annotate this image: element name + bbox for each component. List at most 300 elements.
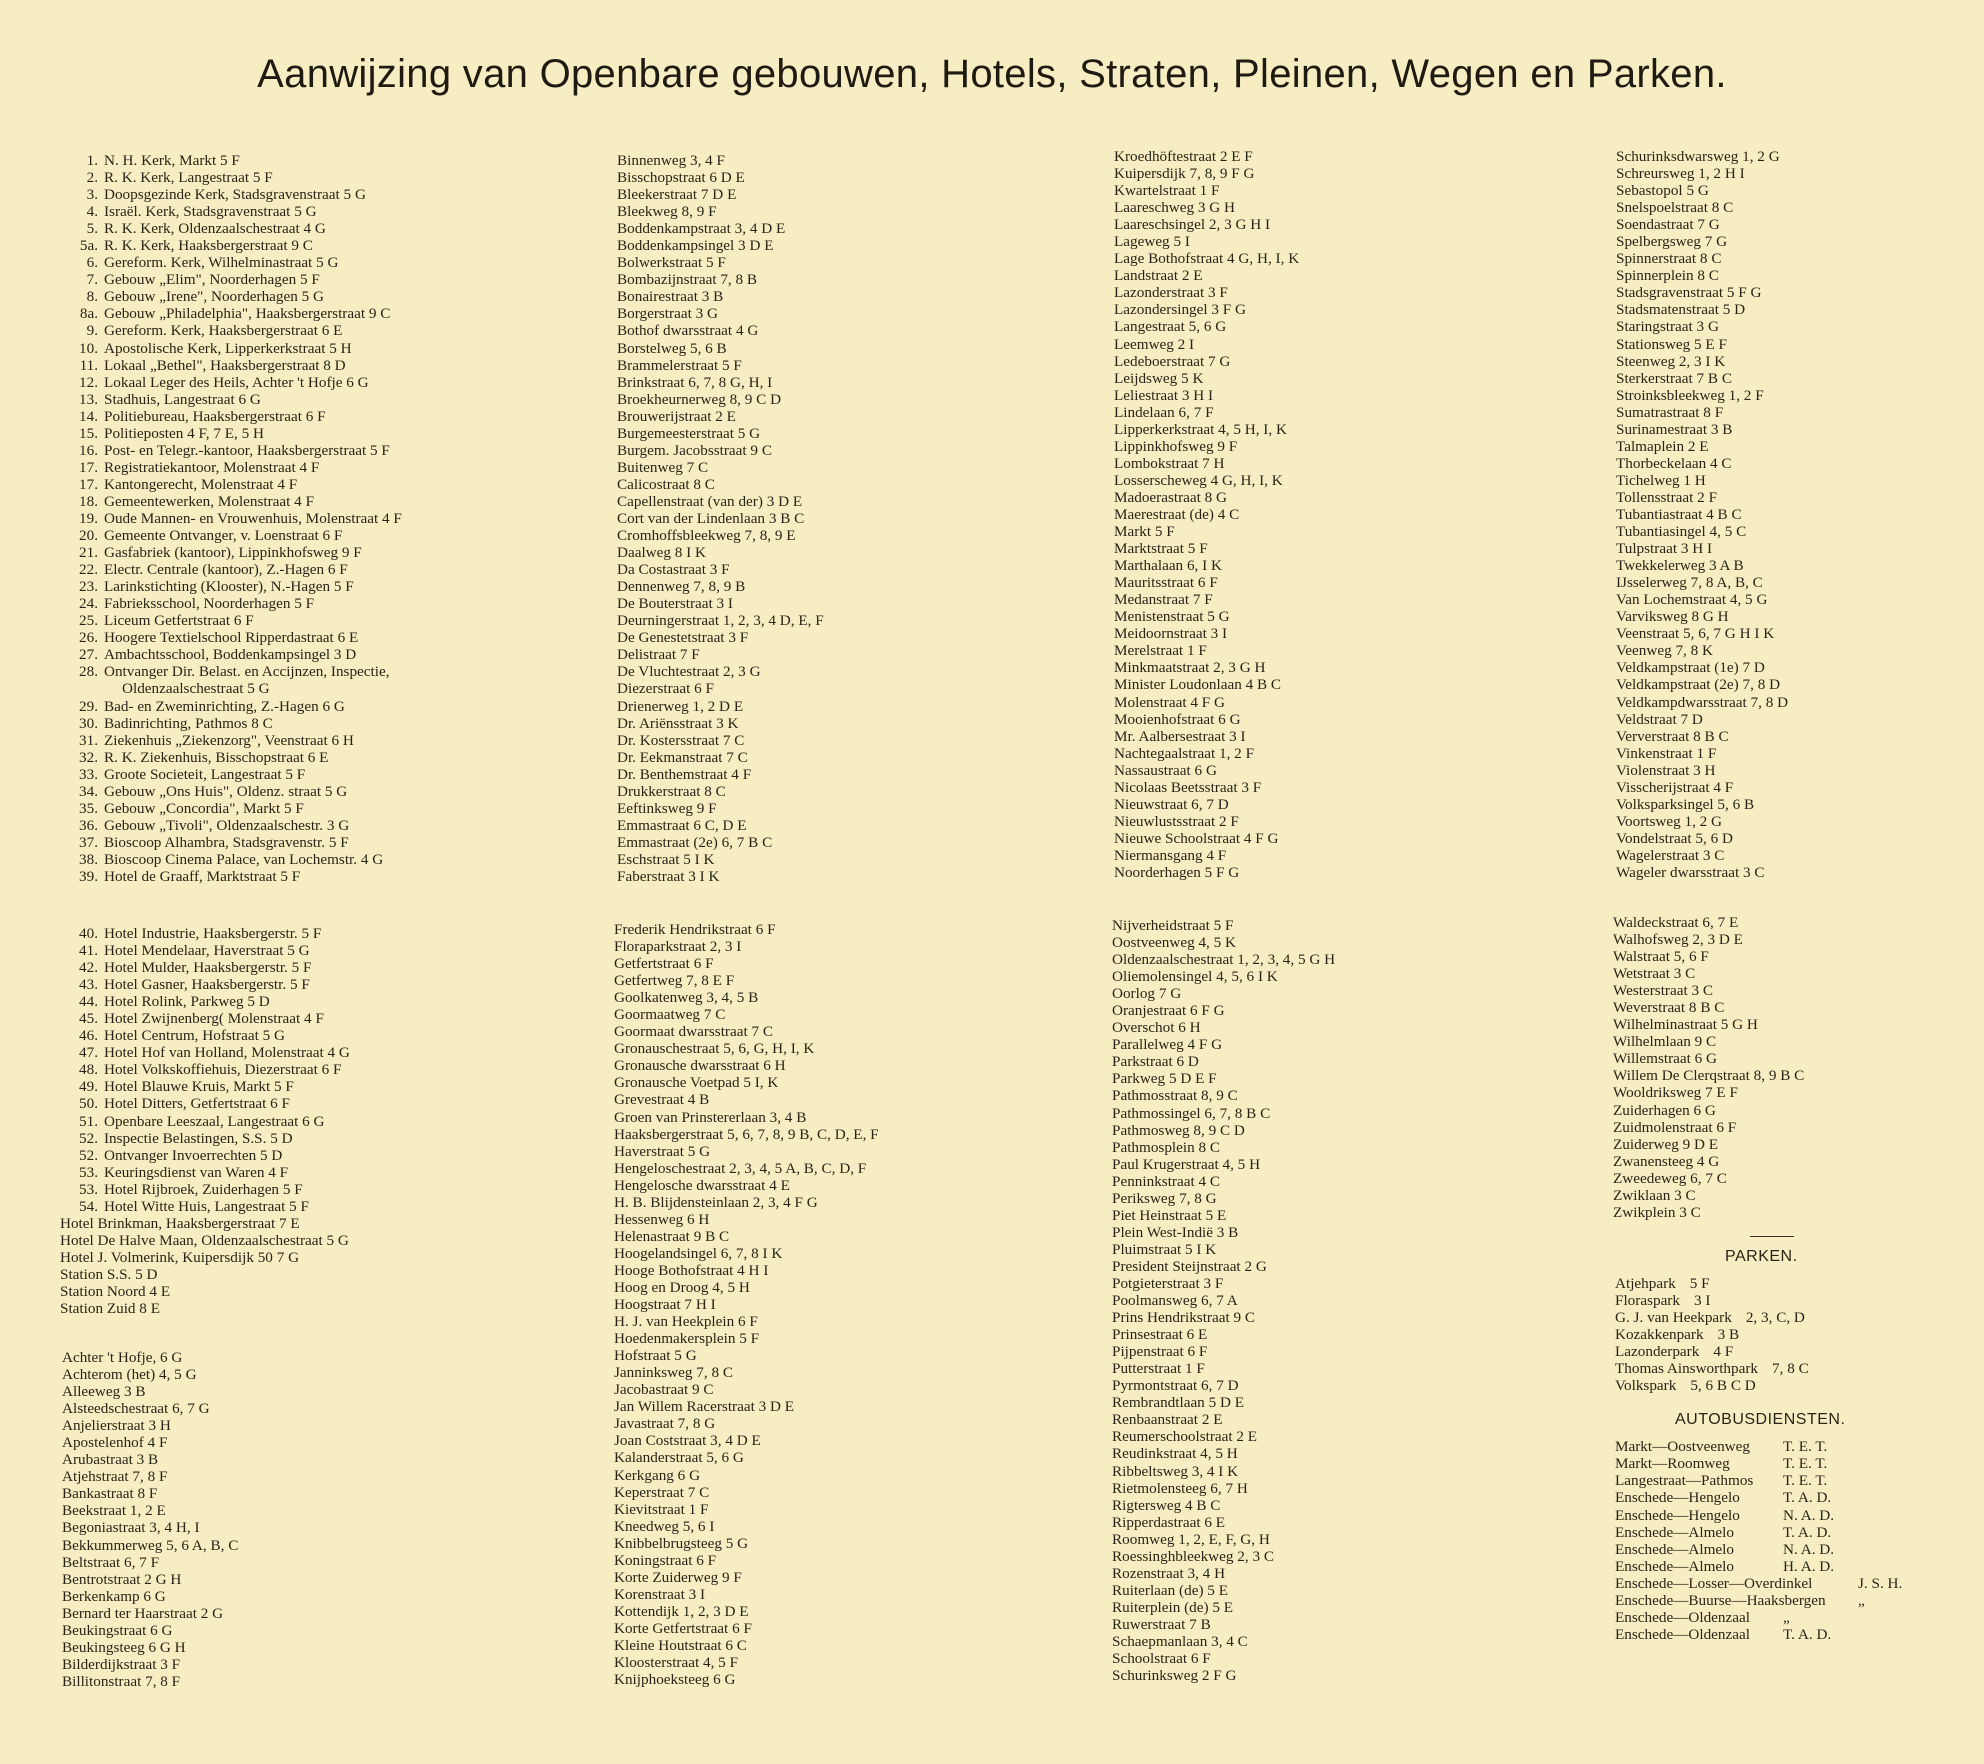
separator-rule — [1750, 1236, 1794, 1237]
column-3-streets-bottom — [1112, 917, 1335, 1684]
column-2-streets-bottom — [614, 921, 879, 1688]
entry-number: 16. — [79, 441, 98, 459]
list-item: Javastraat 7, 8 G — [614, 1415, 716, 1433]
list-item — [60, 766, 402, 783]
list-item: Stadsgravenstraat 5 F G — [1616, 284, 1762, 302]
list-item: Eeftinksweg 9 F — [617, 799, 717, 817]
list-item — [60, 800, 402, 817]
list-item: Beekstraat 1, 2 E — [62, 1502, 166, 1520]
list-item: Penninkstraat 4 C — [1112, 1172, 1220, 1190]
list-item: Rietmolensteeg 6, 7 H — [1112, 1479, 1248, 1497]
bus-route — [1615, 1455, 1902, 1472]
list-item: Marktstraat 5 F — [1114, 540, 1208, 558]
list-item: Nieuwstraat 6, 7 D — [1114, 795, 1229, 813]
list-item: Cromhoffsbleekweg 7, 8, 9 E — [617, 527, 796, 545]
entry-number: 24. — [79, 595, 98, 613]
entry-text: Station Noord 4 E — [60, 1282, 171, 1300]
list-item — [60, 612, 402, 629]
entry-number: 1. — [86, 152, 98, 169]
entry-text: R. K. Ziekenhuis, Bisschopstraat 6 E — [104, 748, 329, 766]
list-item: Stadsmatenstraat 5 D — [1616, 301, 1746, 319]
list-item: Spinnerstraat 8 C — [1616, 250, 1722, 268]
entry-number: 50. — [79, 1095, 98, 1113]
list-item: Capellenstraat (van der) 3 D E — [617, 492, 803, 510]
list-item: Hoogstraat 7 H I — [614, 1296, 716, 1314]
list-item: Binnenweg 3, 4 F — [617, 152, 725, 169]
list-item: Hengeloschestraat 2, 3, 4, 5 A, B, C, D, F — [614, 1159, 867, 1177]
list-item: Rigtersweg 4 B C — [1112, 1496, 1221, 1514]
list-item: Van Lochemstraat 4, 5 G — [1616, 591, 1768, 609]
list-item: Staringstraat 3 G — [1616, 318, 1719, 336]
list-item: Nachtegaalstraat 1, 2 F — [1114, 744, 1255, 762]
list-item: Walhofsweg 2, 3 D E — [1613, 931, 1743, 949]
list-item: Daalweg 8 I K — [617, 544, 706, 562]
bus-route — [1615, 1592, 1902, 1609]
park-item — [1615, 1275, 1902, 1292]
list-item — [60, 186, 402, 203]
list-item — [60, 834, 402, 851]
list-item: Pathmosplein 8 C — [1112, 1138, 1221, 1156]
entry-number: 17. — [79, 458, 98, 476]
list-item — [60, 1113, 350, 1130]
list-item: Korte Getfertstraat 6 F — [614, 1619, 752, 1637]
entry-number: 22. — [79, 561, 98, 579]
park-item — [1615, 1377, 1902, 1394]
list-item — [60, 1300, 350, 1317]
list-item: Reumerschoolstraat 2 E — [1112, 1428, 1258, 1446]
list-item: De Vluchtestraat 2, 3 G — [617, 663, 761, 681]
list-item: Janninksweg 7, 8 C — [614, 1364, 733, 1382]
bus-company: T. E. T. — [1783, 1438, 1828, 1456]
list-item: Wooldriksweg 7 E F — [1613, 1084, 1738, 1102]
entry-text: Liceum Getfertstraat 6 F — [104, 612, 254, 630]
list-item: Langestraat 5, 6 G — [1114, 318, 1227, 336]
list-item — [60, 715, 402, 732]
list-item: Atjehstraat 7, 8 F — [62, 1468, 168, 1486]
entry-text: Ziekenhuis „Ziekenzorg", Veenstraat 6 H — [104, 731, 354, 749]
list-item: Borgerstraat 3 G — [617, 305, 718, 323]
list-item: Boddenkampstraat 3, 4 D E — [617, 220, 786, 238]
list-item: Dr. Benthemstraat 4 F — [617, 765, 752, 783]
list-item: Broekheurnerweg 8, 9 C D — [617, 390, 782, 408]
list-item: De Genestetstraat 3 F — [617, 629, 749, 647]
entry-text: Post- en Telegr.-kantoor, Haaksbergerstraat 5 F — [104, 441, 390, 459]
entry-text: Hotel Industrie, Haaksbergerstr. 5 F — [104, 925, 322, 942]
park-item — [1615, 1309, 1902, 1326]
entry-number: 51. — [79, 1112, 98, 1130]
entry-text: R. K. Kerk, Oldenzaalschestraat 4 G — [104, 220, 326, 238]
bus-company: H. A. D. — [1783, 1557, 1835, 1575]
list-item: Veldkampstraat (2e) 7, 8 D — [1616, 676, 1781, 694]
entry-number: 43. — [79, 976, 98, 994]
park-item — [1615, 1360, 1902, 1377]
list-item: Jacobastraat 9 C — [614, 1381, 714, 1399]
list-item: Dr. Kostersstraat 7 C — [617, 731, 745, 749]
list-item: Soendastraat 7 G — [1616, 216, 1720, 234]
list-item — [60, 817, 402, 834]
list-item: Spinnerplein 8 C — [1616, 267, 1719, 285]
entry-text: Stadhuis, Langestraat 6 G — [104, 390, 261, 408]
entry-text: Electr. Centrale (kantoor), Z.-Hagen 6 F — [104, 561, 348, 579]
list-item: Zweedeweg 6, 7 C — [1613, 1169, 1727, 1187]
entry-number: 40. — [79, 925, 98, 942]
list-item: Haaksbergerstraat 5, 6, 7, 8, 9 B, C, D, E, F — [614, 1125, 879, 1143]
entry-text: Station Zuid 8 E — [60, 1300, 160, 1318]
list-item — [60, 391, 402, 408]
entry-number: 30. — [79, 714, 98, 732]
entry-text: R. K. Kerk, Haaksbergerstraat 9 C — [104, 237, 313, 255]
list-item — [60, 925, 350, 942]
bus-route-name: Enschede—Almelo — [1615, 1557, 1734, 1575]
list-item — [60, 357, 402, 374]
list-item: Vinkenstraat 1 F — [1616, 744, 1717, 762]
entry-number: 18. — [79, 492, 98, 510]
list-item: Dennenweg 7, 8, 9 B — [617, 578, 746, 596]
entry-number: 6. — [86, 254, 98, 272]
list-item: Sterkerstraat 7 B C — [1616, 369, 1732, 387]
list-item: Bernard ter Haarstraat 2 G — [62, 1604, 224, 1622]
entry-text: Lokaal Leger des Heils, Achter 't Hofje 6 G — [104, 373, 369, 391]
list-item: Delistraat 7 F — [617, 646, 700, 664]
entry-number: 53. — [79, 1180, 98, 1198]
list-item: Getfertweg 7, 8 E F — [614, 972, 735, 990]
entry-text: Lokaal „Bethel", Haaksbergerstraat 8 D — [104, 356, 346, 374]
entry-text: Ontvanger Invoerrechten 5 D — [104, 1146, 283, 1164]
entry-text: Hotel Centrum, Hofstraat 5 G — [104, 1027, 285, 1045]
list-item — [60, 629, 402, 646]
list-item: Thorbeckelaan 4 C — [1616, 454, 1732, 472]
entry-text: Inspectie Belastingen, S.S. 5 D — [104, 1129, 293, 1147]
list-item: Gronausche dwarsstraat 6 H — [614, 1057, 786, 1075]
entry-text: Oldenzaalschestraat 5 G — [122, 680, 270, 698]
list-item: Billitonstraat 7, 8 F — [62, 1672, 181, 1690]
list-item: Haverstraat 5 G — [614, 1142, 711, 1160]
list-item: H. J. van Heekplein 6 F — [614, 1313, 758, 1331]
entry-number: 47. — [79, 1044, 98, 1062]
list-item: Pluimstraat 5 I K — [1112, 1240, 1217, 1258]
bus-company: T. E. T. — [1783, 1455, 1828, 1473]
list-item — [60, 476, 402, 493]
list-item: Bekkummerweg 5, 6 A, B, C — [62, 1536, 239, 1554]
list-item: Hoog en Droog 4, 5 H — [614, 1278, 750, 1296]
list-item — [60, 374, 402, 391]
entry-number: 45. — [79, 1010, 98, 1028]
entry-text: Gemeentewerken, Molenstraat 4 F — [104, 492, 315, 510]
list-item: Brinkstraat 6, 7, 8 G, H, I — [617, 373, 773, 391]
park-name: Kozakkenpark — [1615, 1326, 1704, 1344]
list-item: Violenstraat 3 H — [1616, 761, 1716, 779]
entry-text: Openbare Leeszaal, Langestraat 6 G — [104, 1112, 325, 1130]
list-item: Nassaustraat 6 G — [1114, 761, 1217, 779]
list-item: Koningstraat 6 F — [614, 1551, 717, 1569]
list-item: Faberstraat 3 I K — [617, 867, 720, 885]
list-item: Willem De Clerqstraat 8, 9 B C — [1613, 1067, 1805, 1085]
bus-route-name: Langestraat—Pathmos — [1615, 1472, 1754, 1490]
bus-company: N. A. D. — [1783, 1540, 1835, 1558]
list-item: Beukingsteeg 6 G H — [62, 1638, 186, 1656]
bus-company: „ — [1858, 1591, 1865, 1609]
list-item: De Bouterstraat 3 I — [617, 595, 733, 613]
bus-route — [1615, 1575, 1902, 1592]
bus-route-name: Markt—Oostveenweg — [1615, 1438, 1750, 1456]
list-item: Reudinkstraat 4, 5 H — [1112, 1445, 1238, 1463]
list-item: Zuiderweg 9 D E — [1613, 1135, 1719, 1153]
entry-text: Kantongerecht, Molenstraat 4 F — [104, 475, 298, 493]
list-item — [60, 578, 402, 595]
list-item: Calicostraat 8 C — [617, 475, 715, 493]
list-item — [60, 680, 402, 697]
list-item — [60, 288, 402, 305]
list-item — [60, 561, 402, 578]
list-item: Brammelerstraat 5 F — [617, 356, 742, 374]
list-item: Laareschweg 3 G H — [1114, 199, 1236, 217]
list-item: Lombokstraat 7 H — [1114, 454, 1225, 472]
entry-number: 19. — [79, 509, 98, 527]
list-item: Mooienhofstraat 6 G — [1114, 710, 1241, 728]
park-name: Volkspark — [1615, 1377, 1677, 1395]
list-item: Bisschopstraat 6 D E — [617, 169, 745, 187]
list-item: Stationsweg 5 E F — [1616, 335, 1727, 353]
list-item: Begoniastraat 3, 4 H, I — [62, 1519, 200, 1537]
entry-text: Hotel Rijbroek, Zuiderhagen 5 F — [104, 1180, 303, 1198]
entry-text: Gebouw „Ons Huis", Oldenz. straat 5 G — [104, 782, 348, 800]
entry-number: 46. — [79, 1027, 98, 1045]
bus-route-name: Enschede—Almelo — [1615, 1523, 1734, 1541]
list-item: Merelstraat 1 F — [1114, 642, 1207, 660]
list-item: Dr. Eekmanstraat 7 C — [617, 748, 748, 766]
entry-number: 28. — [79, 663, 98, 681]
park-grid: 4 F — [1713, 1343, 1734, 1361]
bus-route — [1615, 1524, 1902, 1541]
list-item: Keperstraat 7 C — [614, 1483, 710, 1501]
list-item: Roomweg 1, 2, E, F, G, H — [1112, 1530, 1270, 1548]
entry-number: 48. — [79, 1061, 98, 1079]
list-item: Sumatrastraat 8 F — [1616, 403, 1724, 421]
entry-number: 7. — [86, 271, 98, 289]
list-item — [60, 732, 402, 749]
entry-number: 8a. — [79, 305, 98, 323]
autobus-list — [1615, 1438, 1902, 1643]
list-item: Nieuwlustsstraat 2 F — [1114, 812, 1239, 830]
list-item: Ledeboerstraat 7 G — [1114, 352, 1231, 370]
list-item: Kneedweg 5, 6 I — [614, 1517, 715, 1535]
entry-number: 25. — [79, 612, 98, 630]
column-1-hotels — [60, 925, 350, 1317]
list-item: Hooge Bothofstraat 4 H I — [614, 1261, 769, 1279]
entry-number: 35. — [79, 799, 98, 817]
list-item: Drukkerstraat 8 C — [617, 782, 726, 800]
column-3-streets-top — [1114, 148, 1299, 881]
list-item — [60, 1232, 350, 1249]
list-item: Parallelweg 4 F G — [1112, 1036, 1223, 1054]
list-item: Parkweg 5 D E F — [1112, 1070, 1217, 1088]
list-item: Berkenkamp 6 G — [62, 1587, 166, 1605]
list-item: Beukingstraat 6 G — [62, 1621, 173, 1639]
list-item: Bankastraat 8 F — [62, 1485, 158, 1503]
list-item: Leijdsweg 5 K — [1114, 369, 1204, 387]
list-item: Hengelosche dwarsstraat 4 E — [614, 1176, 790, 1194]
list-item: Oranjestraat 6 F G — [1112, 1002, 1225, 1020]
list-item: Ruiterlaan (de) 5 E — [1112, 1581, 1228, 1599]
list-item: Willemstraat 6 G — [1613, 1050, 1717, 1068]
entry-text: Gereform. Kerk, Haaksbergerstraat 6 E — [104, 322, 343, 340]
list-item: Twekkelerweg 3 A B — [1616, 557, 1744, 575]
list-item: Groen van Prinstererlaan 3, 4 B — [614, 1108, 807, 1126]
park-name: Floraspark — [1615, 1292, 1680, 1310]
entry-text: Gebouw „Tivoli", Oldenzaalschestr. 3 G — [104, 816, 350, 834]
bus-route-name: Enschede—Oldenzaal — [1615, 1625, 1750, 1643]
list-item: Dr. Ariënsstraat 3 K — [617, 714, 739, 732]
list-item — [60, 698, 402, 715]
list-item: Drienerweg 1, 2 D E — [617, 697, 744, 715]
list-item: IJsselerweg 7, 8 A, B, C — [1616, 574, 1763, 592]
list-item: Surinamestraat 3 B — [1616, 420, 1733, 438]
list-item — [60, 1078, 350, 1095]
list-item: Kloosterstraat 4, 5 F — [614, 1654, 739, 1672]
list-item — [60, 152, 402, 169]
list-item: Hoedenmakersplein 5 F — [614, 1330, 760, 1348]
bus-company: T. A. D. — [1783, 1523, 1832, 1541]
list-item — [60, 1027, 350, 1044]
bus-route — [1615, 1558, 1902, 1575]
bus-route — [1615, 1626, 1902, 1643]
list-item: Knibbelbrugsteeg 5 G — [614, 1534, 749, 1552]
entry-text: Hotel Blauwe Kruis, Markt 5 F — [104, 1078, 294, 1096]
list-item: Zuiderhagen 6 G — [1613, 1101, 1716, 1119]
park-name: Atjehpark — [1615, 1275, 1676, 1292]
list-item: H. B. Blijdensteinlaan 2, 3, 4 F G — [614, 1193, 818, 1211]
list-item: Bilderdijkstraat 3 F — [62, 1655, 181, 1673]
list-item: Ververstraat 8 B C — [1616, 727, 1729, 745]
list-item — [60, 271, 402, 288]
bus-route-name: Enschede—Hengelo — [1615, 1489, 1740, 1507]
bus-company: T. A. D. — [1783, 1625, 1832, 1643]
entry-text: Registratiekantoor, Molenstraat 4 F — [104, 458, 320, 476]
entry-number: 33. — [79, 765, 98, 783]
list-item: Schoolstraat 6 F — [1112, 1650, 1211, 1668]
bus-route-name: Enschede—Buurse—Haaksbergen — [1615, 1591, 1826, 1609]
list-item: Deurningerstraat 1, 2, 3, 4 D, E, F — [617, 612, 824, 630]
entry-text: N. H. Kerk, Markt 5 F — [104, 152, 240, 169]
entry-number: 8. — [86, 288, 98, 306]
list-item: Wilhelminastraat 5 G H — [1613, 1016, 1758, 1034]
column-1-buildings — [60, 152, 402, 885]
list-item: Helenastraat 9 B C — [614, 1227, 730, 1245]
entry-number: 32. — [79, 748, 98, 766]
entry-text: Hotel Gasner, Haaksbergerstr. 5 F — [104, 976, 310, 994]
list-item — [60, 1198, 350, 1215]
list-item: Renbaanstraat 2 E — [1112, 1411, 1223, 1429]
list-item: President Steijnstraat 2 G — [1112, 1257, 1267, 1275]
list-item: Lindelaan 6, 7 F — [1114, 403, 1214, 421]
bus-route — [1615, 1609, 1902, 1626]
list-item: Oliemolensingel 4, 5, 6 I K — [1112, 968, 1278, 986]
entry-number: 17. — [79, 475, 98, 493]
list-item — [60, 425, 402, 442]
list-item: Putterstraat 1 F — [1112, 1360, 1205, 1378]
list-item — [60, 1164, 350, 1181]
list-item: Wageler dwarsstraat 3 C — [1616, 863, 1765, 881]
entry-text: Groote Societeit, Langestraat 5 F — [104, 765, 306, 783]
list-item: Wetstraat 3 C — [1613, 965, 1696, 983]
list-item — [60, 1044, 350, 1061]
list-item — [60, 493, 402, 510]
entry-text: Hotel De Halve Maan, Oldenzaalschestraat 5 G — [60, 1231, 349, 1249]
list-item: Mr. Aalbersestraat 3 I — [1114, 727, 1246, 745]
list-item: Achter 't Hofje, 6 G — [62, 1349, 183, 1366]
list-item: Talmaplein 2 E — [1616, 437, 1709, 455]
bus-company: T. A. D. — [1783, 1489, 1832, 1507]
list-item: Veenstraat 5, 6, 7 G H I K — [1616, 625, 1775, 643]
list-item — [60, 169, 402, 186]
entry-number: 39. — [79, 867, 98, 885]
entry-text: Bad- en Zweminrichting, Z.-Hagen 6 G — [104, 697, 345, 715]
list-item: Potgieterstraat 3 F — [1112, 1274, 1224, 1292]
list-item: Bleekweg 8, 9 F — [617, 203, 717, 221]
bus-company: „ — [1783, 1608, 1790, 1626]
list-item: Bombazijnstraat 7, 8 B — [617, 271, 758, 289]
list-item: Kwartelstraat 1 F — [1114, 182, 1220, 200]
park-name: G. J. van Heekpark — [1615, 1309, 1732, 1327]
park-grid: 5 F — [1689, 1275, 1710, 1292]
list-item: Ribbeltsweg 3, 4 I K — [1112, 1462, 1239, 1480]
list-item: Tubantiasingel 4, 5 C — [1616, 523, 1747, 541]
list-item: Molenstraat 4 F G — [1114, 693, 1225, 711]
park-grid: 2, 3, C, D — [1745, 1309, 1805, 1327]
list-item: Zwikplein 3 C — [1613, 1203, 1701, 1221]
entry-number: 10. — [79, 339, 98, 357]
bus-route — [1615, 1541, 1902, 1558]
list-item: Bleekerstraat 7 D E — [617, 186, 737, 204]
list-item: Prins Hendrikstraat 9 C — [1112, 1309, 1255, 1327]
list-item — [60, 1010, 350, 1027]
list-item — [60, 340, 402, 357]
entry-text: Bioscoop Alhambra, Stadsgravenstr. 5 F — [104, 833, 349, 851]
list-item: Minister Loudonlaan 4 B C — [1114, 676, 1282, 694]
list-item: Noorderhagen 5 F G — [1114, 863, 1240, 881]
list-item: Lage Bothofstraat 4 G, H, I, K — [1114, 250, 1300, 268]
list-item — [60, 1181, 350, 1198]
entry-number: 11. — [79, 356, 98, 374]
list-item: Zwanensteeg 4 G — [1613, 1152, 1720, 1170]
entry-number: 49. — [79, 1078, 98, 1096]
list-item: Plein West-Indië 3 B — [1112, 1223, 1239, 1241]
list-item: Wagelerstraat 3 C — [1616, 846, 1725, 864]
list-item: Lazonderstraat 3 F — [1114, 284, 1228, 302]
entry-text: Apostolische Kerk, Lipperkerkstraat 5 H — [104, 339, 352, 357]
entry-number: 15. — [79, 424, 98, 442]
list-item: Boddenkampsingel 3 D E — [617, 237, 774, 255]
entry-text: Hotel Mendelaar, Haverstraat 5 G — [104, 942, 310, 960]
list-item: Schurinksdwarsweg 1, 2 G — [1616, 148, 1780, 165]
entry-text: Hotel Rolink, Parkweg 5 D — [104, 993, 270, 1011]
bus-route — [1615, 1507, 1902, 1524]
list-item: Markt 5 F — [1114, 523, 1175, 541]
list-item — [60, 510, 402, 527]
entry-text: Doopsgezinde Kerk, Stadsgravenstraat 5 G — [104, 186, 366, 204]
list-item: Getfertstraat 6 F — [614, 955, 714, 973]
entry-number: 23. — [79, 578, 98, 596]
list-item: Vondelstraat 5, 6 D — [1616, 829, 1733, 847]
list-item: Losserscheweg 4 G, H, I, K — [1114, 471, 1283, 489]
column-1-streets — [62, 1349, 238, 1690]
entry-text: Hotel Hof van Holland, Molenstraat 4 G — [104, 1044, 350, 1062]
list-item: Tubantiastraat 4 B C — [1616, 505, 1742, 523]
list-item — [60, 993, 350, 1010]
list-item: Kuipersdijk 7, 8, 9 F G — [1114, 165, 1255, 183]
entry-text: Hotel Ditters, Getfertstraat 6 F — [104, 1095, 290, 1113]
list-item: Mauritsstraat 6 F — [1114, 574, 1218, 592]
